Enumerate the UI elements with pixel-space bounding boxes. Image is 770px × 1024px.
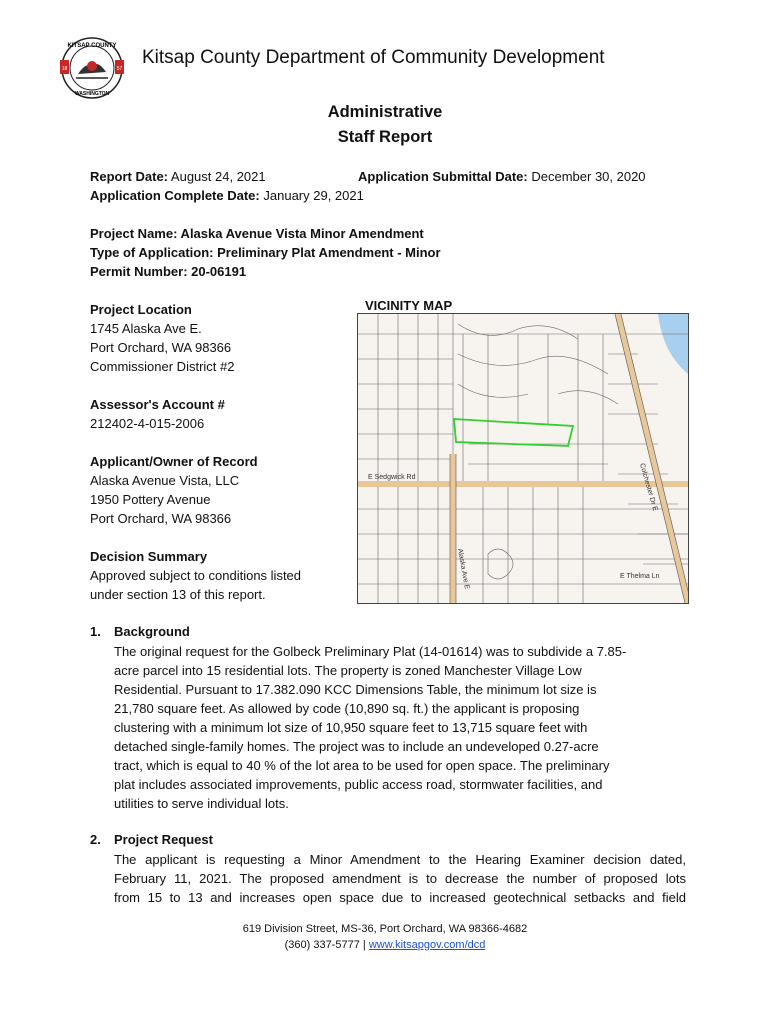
submittal-date: Application Submittal Date: December 30, 2020 xyxy=(358,169,646,184)
location-line: Commissioner District #2 xyxy=(90,359,235,374)
agency-name: Kitsap County Department of Community Development xyxy=(142,47,605,68)
svg-text:E Thelma Ln: E Thelma Ln xyxy=(620,573,660,580)
location-line: 1745 Alaska Ave E. xyxy=(90,321,202,336)
applicant-heading: Applicant/Owner of Record xyxy=(90,454,258,469)
svg-text:Alaska Ave E: Alaska Ave E xyxy=(456,548,471,590)
report-title-line2: Staff Report xyxy=(337,128,433,146)
section-1-line: tract, which is equal to 40 % of the lot area to be used for open space. The preliminary xyxy=(114,758,610,773)
assessor-heading: Assessor's Account # xyxy=(90,397,225,412)
location-heading: Project Location xyxy=(90,302,192,317)
decision-line: under section 13 of this report. xyxy=(90,587,266,602)
svg-text:KITSAP COUNTY: KITSAP COUNTY xyxy=(67,43,117,49)
vicinity-map-title: VICINITY MAP xyxy=(365,298,453,313)
report-title-line1: Administrative xyxy=(327,103,443,121)
section-1-line: Residential. Pursuant to 17.382.090 KCC Dimensions Table, the minimum lot size is xyxy=(114,682,597,697)
footer-website-link[interactable]: www.kitsapgov.com/dcd xyxy=(368,939,486,951)
location-line: Port Orchard, WA 98366 xyxy=(90,340,232,355)
section-1-line: clustering with a minimum lot size of 10,950 square feet to 13,715 square feet with xyxy=(114,720,588,735)
section-2-line: February 11, 2021. The proposed amendment is to decrease the number of proposed lots xyxy=(114,871,686,886)
applicant-line: Alaska Avenue Vista, LLC xyxy=(90,473,240,488)
section-1-line: utilities to serve individual lots. xyxy=(114,796,289,811)
svg-text:57: 57 xyxy=(116,66,123,72)
assessor-number: 212402-4-015-2006 xyxy=(90,416,205,431)
section-1-line: acre parcel into 15 residential lots. The property is zoned Manchester Village Low xyxy=(114,663,582,678)
report-date: Report Date: August 24, 2021 xyxy=(90,169,266,184)
section-2-title: Project Request xyxy=(114,832,213,847)
applicant-line: Port Orchard, WA 98366 xyxy=(90,511,232,526)
section-2-line: from 15 to 13 and increases open space due to increased geotechnical setbacks and field xyxy=(114,890,686,905)
complete-date: Application Complete Date: January 29, 2021 xyxy=(90,188,364,203)
svg-text:E Sedgwick Rd: E Sedgwick Rd xyxy=(368,474,416,481)
section-2-body xyxy=(114,850,686,907)
decision-heading: Decision Summary xyxy=(90,549,208,564)
section-1-title: Background xyxy=(114,624,190,639)
section-1-line: detached single-family homes. The project was to include an undeveloped 0.27-acre xyxy=(114,739,599,754)
vicinity-map xyxy=(357,313,689,604)
footer-phone: (360) 337-5777 xyxy=(284,939,360,951)
application-type: Type of Application: Preliminary Plat Amendment - Minor xyxy=(90,245,441,260)
section-2-line: The applicant is requesting a Minor Amendment to the Hearing Examiner decision dated, xyxy=(114,852,686,867)
footer-separator: | xyxy=(362,939,366,951)
section-1-line: plat includes associated improvements, public access road, stormwater facilities, and xyxy=(114,777,603,792)
section-1-line: 21,780 square feet. As allowed by code (10,890 sq. ft.) the applicant is proposing xyxy=(114,701,580,716)
county-seal-logo xyxy=(52,36,132,100)
vicinity-map-drawing xyxy=(358,314,688,603)
decision-line: Approved subject to conditions listed xyxy=(90,568,302,583)
applicant-line: 1950 Pottery Avenue xyxy=(90,492,211,507)
project-name: Project Name: Alaska Avenue Vista Minor Amendment xyxy=(90,226,424,241)
svg-text:Colchester Dr E: Colchester Dr E xyxy=(638,462,659,513)
footer-contact xyxy=(0,937,770,953)
section-1-body xyxy=(114,642,686,813)
footer-address: 619 Division Street, MS-36, Port Orchard, WA 98366-4682 xyxy=(242,923,528,935)
permit-number: Permit Number: 20-06191 xyxy=(90,264,247,279)
section-1-line: The original request for the Golbeck Preliminary Plat (14-01614) was to subdivide a 7.85- xyxy=(114,644,627,659)
svg-text:WASHINGTON: WASHINGTON xyxy=(74,91,110,97)
section-2-number: 2. xyxy=(90,832,101,847)
svg-text:18: 18 xyxy=(61,66,68,72)
section-1-number: 1. xyxy=(90,624,101,639)
